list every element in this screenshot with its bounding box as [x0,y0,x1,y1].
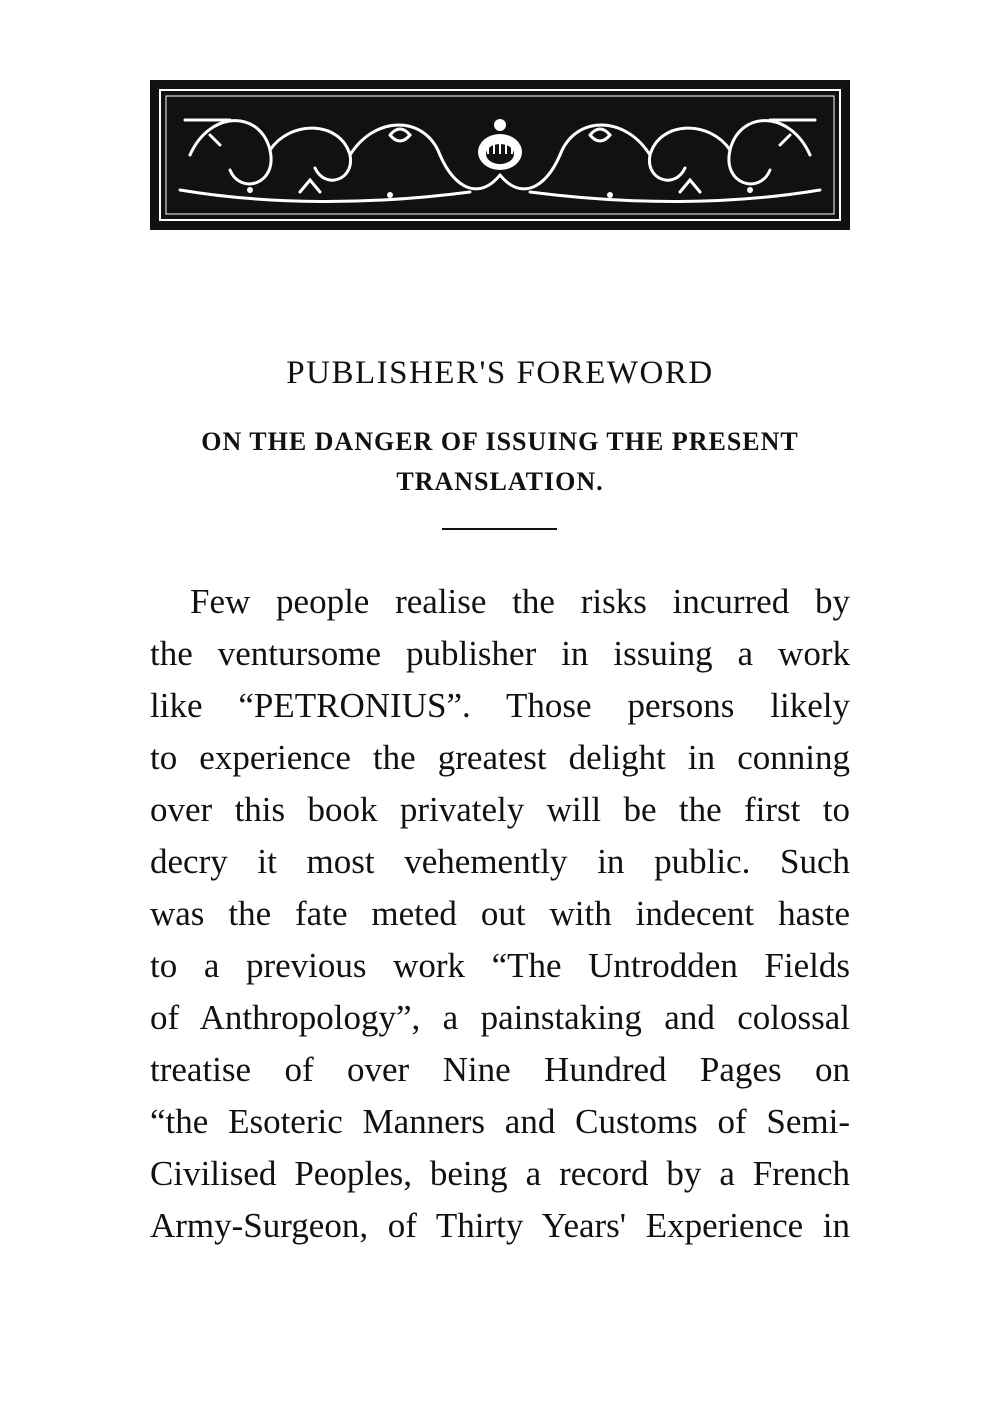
page-subtitle [150,422,850,502]
text-line: Few people realise the risks incurred by [190,582,850,621]
text-line: was the fate meted out with indecent haste [150,894,850,933]
text-line: treatise of over Nine Hundred Pages on [150,1050,850,1089]
text-line: decry it most vehemently in public. Such [150,842,850,881]
text-line: the ventursome publisher in issuing a work [150,634,850,673]
text-line: of Anthropology”, a painstaking and colossal [150,998,850,1037]
subtitle-line: TRANSLATION. [396,467,604,496]
page-title: PUBLISHER'S FOREWORD [286,355,714,391]
text-line: like “PETRONIUS”. Those persons likely [150,686,850,725]
subtitle-line: ON THE DANGER OF ISSUING THE PRESENT [201,427,799,456]
text-line: to experience the greatest delight in conning [150,738,850,777]
text-line: Civilised Peoples, being a record by a French [150,1154,850,1193]
body-paragraph [150,576,850,1252]
text-line: Army-Surgeon, of Thirty Years' Experience in [150,1206,850,1245]
text-line: “the Esoteric Manners and Customs of Semi- [150,1102,850,1141]
section-divider [442,528,557,530]
text-line: over this book privately will be the first to [150,790,850,829]
ornamental-headpiece [150,80,850,230]
headpiece-ornament-icon [150,80,850,230]
text-line: to a previous work “The Untrodden Fields [150,946,850,985]
